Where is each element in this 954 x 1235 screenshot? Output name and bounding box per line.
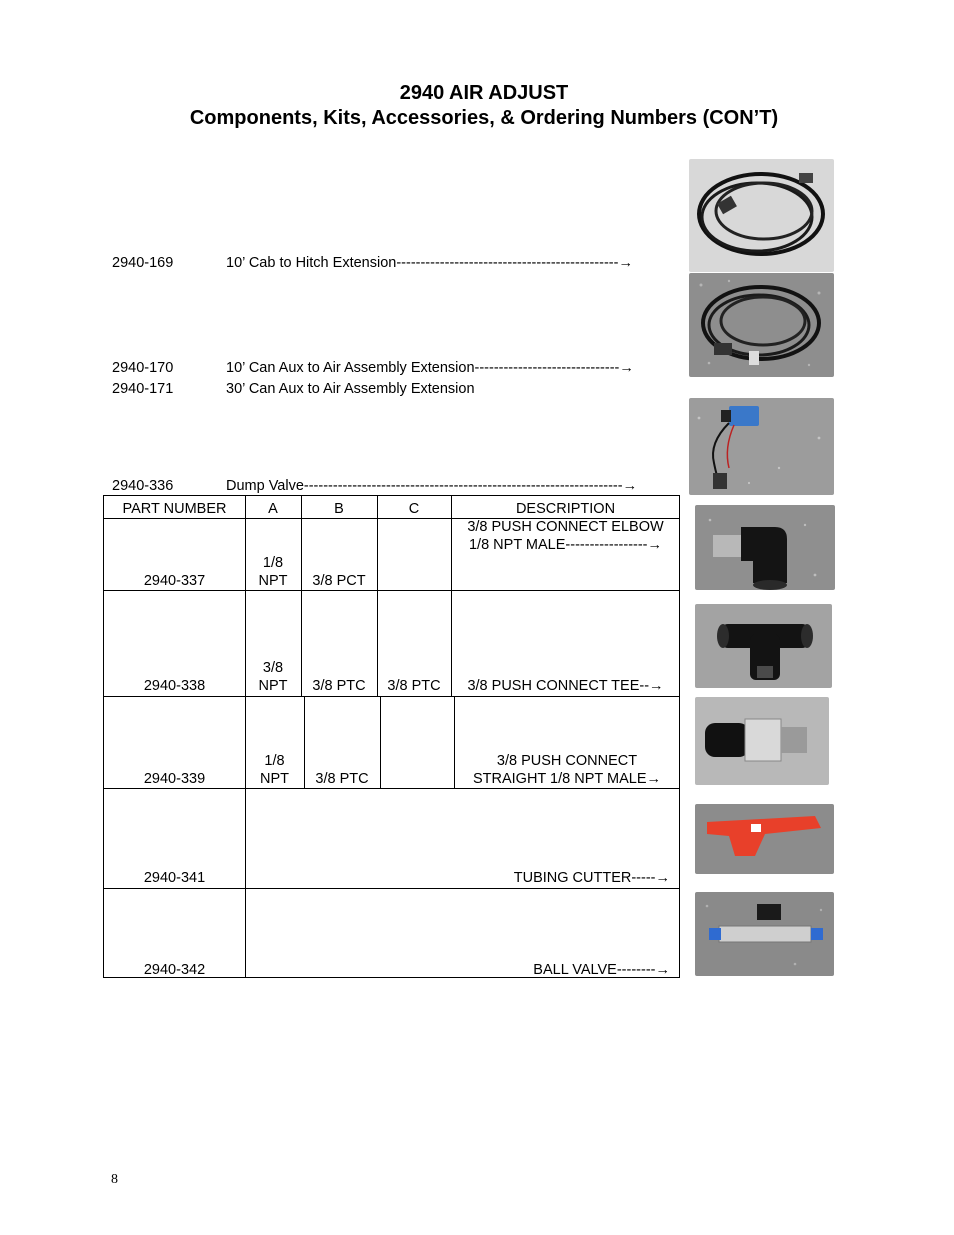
table-row-description: 3/8 PUSH CONNECT ELBOW	[467, 519, 664, 535]
table-row-description: 3/8 PUSH CONNECT	[496, 753, 638, 769]
part-number: 2940-171	[112, 381, 174, 397]
table-row-description: STRAIGHT 1/8 NPT MALE→	[472, 771, 661, 787]
tubing-cutter-photo	[695, 804, 834, 874]
can-aux-extension-photo	[689, 273, 834, 377]
part-number: 2940-336	[112, 478, 174, 494]
table-row-a: 3/8	[262, 660, 284, 676]
header-b: B	[334, 501, 344, 517]
table-row-a: NPT	[258, 573, 288, 589]
table-row-a: NPT	[258, 678, 288, 694]
tee-fitting-photo	[695, 604, 832, 688]
part-description: 30’ Can Aux to Air Assembly Extension	[226, 381, 475, 397]
table-row-a: NPT	[260, 771, 289, 787]
part-description: Dump Valve------------------------------------------------------------------→	[226, 478, 638, 494]
table-row-c: 3/8 PTC	[387, 678, 441, 694]
part-description: 10’ Cab to Hitch Extension----------------------------------------------→	[226, 255, 633, 271]
page-number: 8	[111, 1172, 118, 1187]
table-row-part: 2940-342	[143, 962, 206, 978]
table-row-b: 3/8 PCT	[312, 573, 366, 589]
cab-hitch-extension-photo	[689, 159, 834, 272]
page-title: 2940 AIR ADJUST	[399, 82, 569, 104]
part-number: 2940-170	[112, 360, 174, 376]
dump-valve-photo	[689, 398, 834, 495]
elbow-fitting-photo	[695, 505, 835, 590]
table-row-part: 2940-341	[143, 870, 206, 886]
ball-valve-photo	[695, 892, 834, 976]
table-row-description: 1/8 NPT MALE-----------------→	[468, 537, 663, 553]
header-a: A	[268, 501, 278, 517]
table-row-part: 2940-338	[143, 678, 206, 694]
table-row-a: 1/8	[262, 555, 284, 571]
header-part-number: PART NUMBER	[122, 501, 227, 517]
header-c: C	[408, 501, 420, 517]
table-row-part: 2940-337	[143, 573, 206, 589]
part-number: 2940-169	[112, 255, 174, 271]
parts-table	[103, 495, 680, 978]
table-row-b: 3/8 PTC	[315, 771, 369, 787]
table-row-description: 3/8 PUSH CONNECT TEE--→	[467, 678, 664, 694]
table-row-description: BALL VALVE--------→	[533, 962, 670, 978]
straight-fitting-photo	[695, 697, 829, 785]
table-row-description: TUBING CUTTER-----→	[513, 870, 670, 886]
table-row-b: 3/8 PTC	[312, 678, 366, 694]
table-row-a: 1/8	[264, 753, 285, 769]
part-description: 10’ Can Aux to Air Assembly Extension------------------------------→	[226, 360, 634, 376]
page-subtitle: Components, Kits, Accessories, & Ordering Numbers (CON’T)	[189, 107, 779, 129]
header-description: DESCRIPTION	[515, 501, 616, 517]
table-row-part: 2940-339	[143, 771, 206, 787]
